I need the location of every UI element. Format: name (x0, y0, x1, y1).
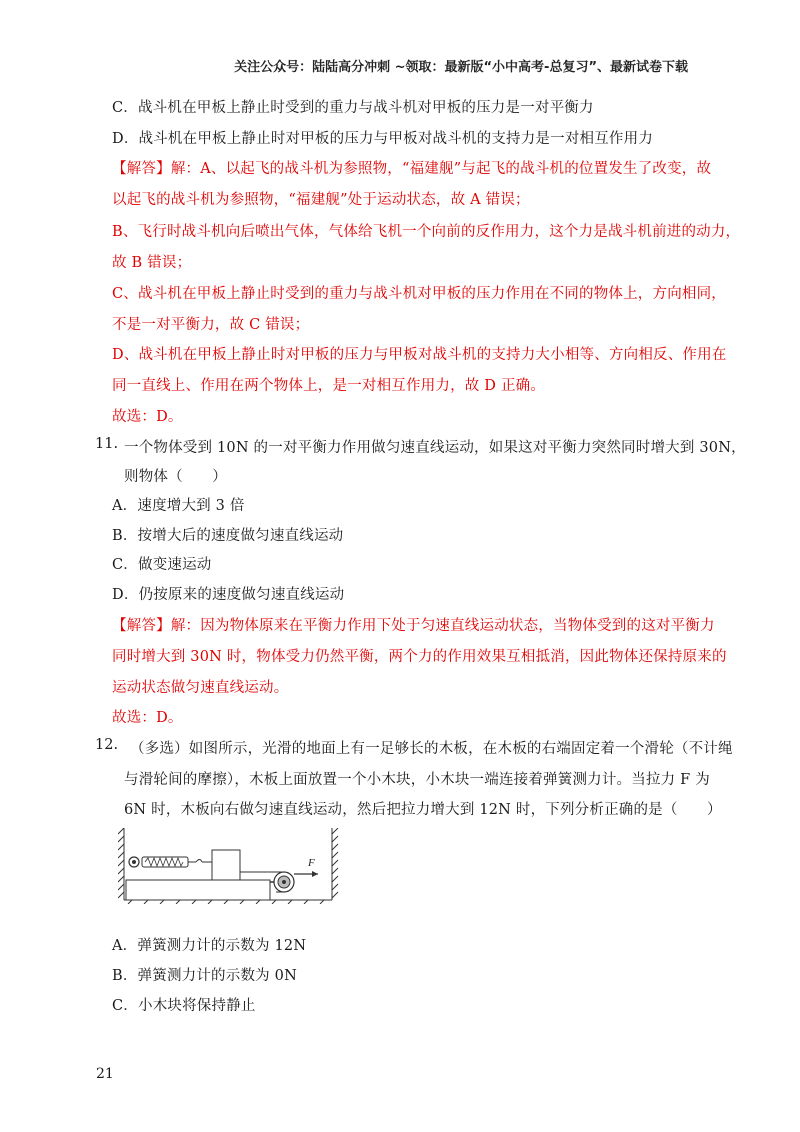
q11-option-c: C．做变速运动 (112, 557, 212, 573)
q11-stem-line-1: 一个物体受到 10N 的一对平衡力作用做匀速直线运动，如果这对平衡力突然同时增大到 30N， (124, 440, 746, 456)
q10-answer-line-4: 故 B 错误； (112, 255, 192, 271)
q11-stem-line-2: 则物体（ ） (124, 469, 227, 485)
q12-option-a: A．弹簧测力计的示数为 12N (112, 938, 307, 954)
answer-tag: 【解答】 (112, 161, 171, 177)
wooden-board (126, 880, 270, 900)
force-label: F (308, 857, 315, 869)
q11-choice: 故选：D。 (112, 710, 183, 726)
q11-answer-line-3: 运动状态做匀速直线运动。 (112, 680, 289, 696)
q10-answer-line-1: 【解答】解：A、以起飞的战斗机为参照物，“福建舰”与起飞的战斗机的位置发生了改变，故 (112, 161, 712, 177)
pulley-board-diagram (118, 828, 344, 904)
pulley (270, 872, 294, 892)
answer-tag: 【解答】 (112, 618, 171, 634)
q10-answer-line-8: 同一直线上、作用在两个物体上，是一对相互作用力，故 D 正确。 (112, 378, 546, 394)
q12-number: 12. (95, 737, 119, 753)
left-wall (118, 828, 124, 900)
page-number: 21 (96, 1066, 114, 1082)
q10-answer-line-3: B、飞行时战斗机向后喷出气体，气体给飞机一个向前的反作用力，这个力是战斗机前进的动力， (112, 224, 741, 240)
page-header: 关注公众号：陆陆高分冲刺 ~领取：最新版“小中高考-总复习”、最新试卷下载 (234, 60, 688, 75)
q10-option-d: D．战斗机在甲板上静止时对甲板的压力与甲板对战斗机的支持力是一对相互作用力 (112, 131, 654, 147)
q11-answer-line-1: 【解答】解：因为物体原来在平衡力作用下处于匀速直线运动状态，当物体受到的这对平衡力 (112, 618, 715, 634)
q11-option-d: D．仍按原来的速度做匀速直线运动 (112, 587, 345, 603)
q12-stem-line-1: （多选）如图所示，光滑的地面上有一足够长的木板，在木板的右端固定着一个滑轮（不计绳 (130, 741, 733, 757)
q10-choice: 故选：D。 (112, 409, 183, 425)
q12-option-c: C．小木块将保持静止 (112, 998, 256, 1014)
q10-option-c: C．战斗机在甲板上静止时受到的重力与战斗机对甲板的压力是一对平衡力 (112, 100, 594, 116)
ground (124, 900, 332, 904)
q12-stem-line-3: 6N 时，木板向右做匀速直线运动，然后把拉力增大到 12N 时，下列分析正确的是（ ） (124, 802, 722, 818)
q10-answer-line-5: C、战斗机在甲板上静止时受到的重力与战斗机对甲板的压力作用在不同的物体上，方向相同， (112, 286, 726, 302)
q11-option-a: A．速度增大到 3 倍 (112, 498, 245, 514)
q10-answer-line-6: 不是一对平衡力，故 C 错误； (112, 317, 310, 333)
q11-number: 11. (95, 436, 119, 452)
wooden-block (212, 850, 240, 880)
q11-option-b: B．按增大后的速度做匀速直线运动 (112, 528, 344, 544)
q12-stem-line-2: 与滑轮间的摩擦），木板上面放置一个小木块，小木块一端连接着弹簧测力计。当拉力 F 为 (124, 772, 710, 788)
q11-answer-line-2: 同时增大到 30N 时，物体受力仍然平衡，两个力的作用效果互相抵消，因此物体还保持原来的 (112, 649, 727, 665)
right-wall (332, 828, 338, 900)
q10-answer-line-7: D、战斗机在甲板上静止时对甲板的压力与甲板对战斗机的支持力大小相等、方向相反、作用在 (112, 347, 727, 363)
q10-answer-line-2: 以起飞的战斗机为参照物，“福建舰”处于运动状态，故 A 错误； (112, 192, 530, 208)
spring-scale (129, 857, 202, 867)
q12-option-b: B．弹簧测力计的示数为 0N (112, 968, 297, 984)
